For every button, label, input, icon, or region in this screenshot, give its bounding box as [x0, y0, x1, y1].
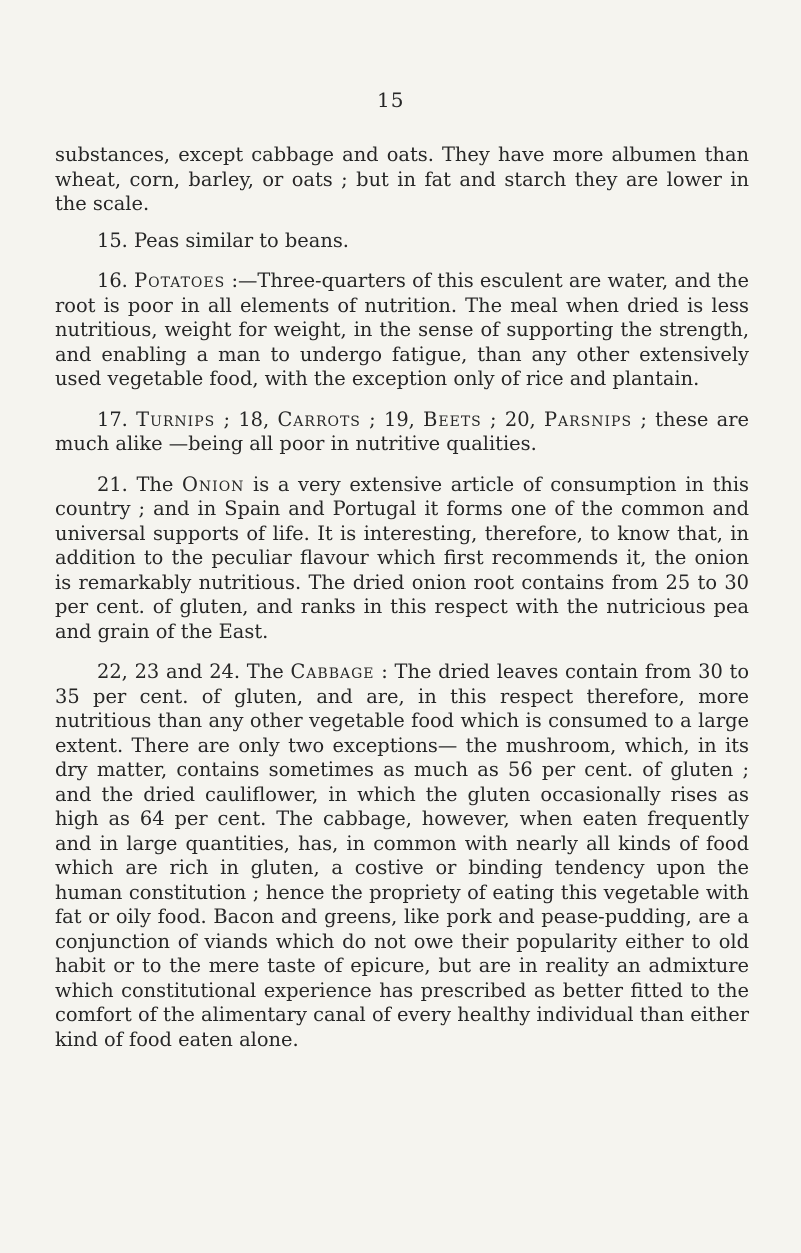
page-number: 15: [377, 88, 405, 112]
beets-number: ; 19,: [360, 407, 424, 431]
body-text: [55, 143, 749, 1052]
roots-text: ; these are much alike —being all poor in nutritive qualities.: [55, 407, 749, 455]
paragraph-substances: substances, except cabbage and oats. They have more albumen than wheat, corn, barley, or oats ; but in fat and starch they are lower in the scale.: [55, 143, 749, 215]
parsnips-heading: Parsnips: [543, 407, 633, 431]
potatoes-number: 16.: [97, 269, 135, 292]
carrots-number: ; 18,: [215, 407, 278, 431]
paragraph-peas: 15. Peas similar to beans.: [97, 228, 349, 252]
beets-heading: Beets: [423, 407, 482, 431]
potatoes-heading: Potatoes: [134, 269, 226, 292]
paragraph-potatoes: [55, 269, 749, 392]
potatoes-text: :—Three-quarters of this esculent are water, and the root is poor in all elements of nutrition. The meal when dried is less nutritious, weight for weight, in the sense of supporting the strength, and enabling a man to undergo fatigue, than any other extensively used vegetable food, with the exception only of rice and plantain.: [55, 269, 749, 390]
paragraph-cabbage: [55, 660, 749, 1052]
cabbage-number: 22, 23 and 24. The: [97, 660, 291, 683]
onion-text: is a very extensive article of consumption in this country ; and in Spain and Portugal it forms one of the common and universal supports of life. It is interesting, therefore, to know that, in addition to the peculiar flavour which first recommends it, the onion is remarkably nutritious. The dried onion root contains from 25 to 30 per cent. of gluten, and ranks in this respect with the nutricious pea and grain of the East.: [55, 472, 750, 643]
onion-heading: Onion: [182, 472, 245, 496]
cabbage-text: : The dried leaves contain from 30 to 35 per cent. of gluten, and are, in this respect therefore, more nutritious than any other vegetable food which is consumed to a large extent. There are only two exceptions— the mushroom, which, in its dry matter, contains sometimes as much as 56 per cent. of gluten ; and the dried cauliflower, in which the gluten occasionally rises as high as 64 per cent. The cabbage, however, when eaten frequently and in large quantities, has, in common with nearly all kinds of food which are rich in gluten, a costive or binding tendency upon the human constitution ; hence the propriety of eating this vegetable with fat or oily food. Bacon and greens, like pork and pease-pudding, are a conjunction of viands which do not owe their popularity either to old habit or to the mere taste of epicure, but are in reality an admixture which constitutional experience has prescribed as better fitted to the comfort of the alimentary canal of every healthy individual than either kind of food eaten alone.: [55, 660, 750, 1051]
parsnips-number: ; 20,: [481, 407, 544, 431]
turnips-heading: Turnips: [136, 407, 216, 431]
carrots-heading: Carrots: [277, 407, 361, 431]
paragraph-roots: [55, 408, 749, 457]
paragraph-onion: [55, 473, 749, 645]
cabbage-heading: Cabbage: [290, 660, 375, 683]
turnips-number: 17.: [97, 407, 137, 431]
onion-number: 21. The: [97, 472, 183, 496]
